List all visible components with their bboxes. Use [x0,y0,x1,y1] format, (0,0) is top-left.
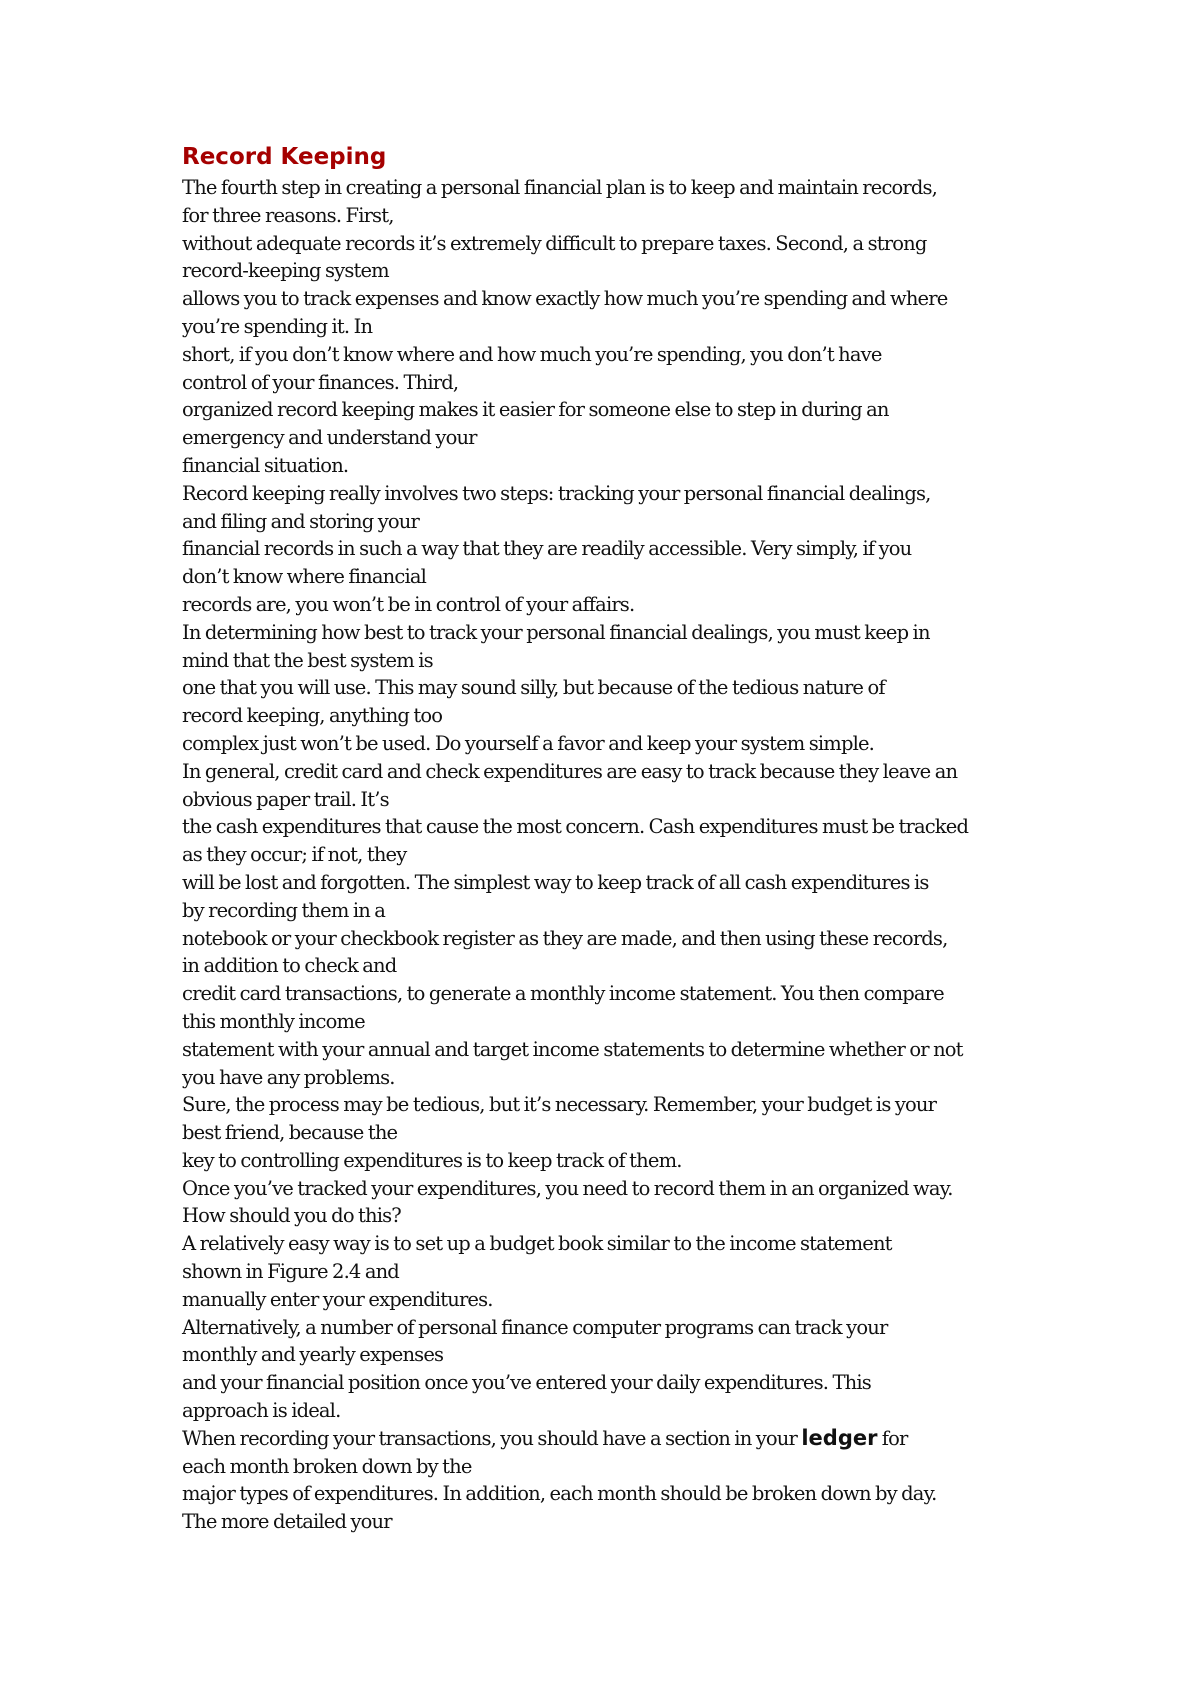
section-heading: Record Keeping [182,144,387,170]
text-line: manually enter your expenditures. [182,1287,493,1311]
text-line: notebook or your checkbook register as they are made, and then using these records, [182,926,948,950]
text-line: approach is ideal. [182,1399,341,1423]
text-line: control of your finances. Third, [182,370,459,394]
text-line: In determining how best to track your personal financial dealings, you must keep in [182,620,930,644]
ledger-term: ledger [801,1425,878,1450]
text-line: key to controlling expenditures is to keep track of them. [182,1148,682,1172]
text-line: best friend, because the [182,1121,398,1145]
text-line: mind that the best system is [182,648,433,672]
text-line: major types of expenditures. In addition, each month should be broken down by day. [182,1482,937,1506]
text-line: credit card transactions, to generate a monthly income statement. You then compare [182,982,944,1006]
text-line: Alternatively, a number of personal finance computer programs can track your [182,1315,888,1339]
text-line: by recording them in a [182,898,386,922]
text-line: one that you will use. This may sound silly, but because of the tedious nature of [182,676,885,700]
paragraph-lines-continued [182,1453,1032,1536]
text-line: record keeping, anything too [182,704,443,728]
text-line: Record keeping really involves two steps: tracking your personal financial dealings, [182,481,931,505]
ledger-line-start: When recording your transactions, you should have a section in your [182,1426,802,1450]
text-line: allows you to track expenses and know exactly how much you’re spending and where [182,287,948,311]
text-line: In general, credit card and check expenditures are easy to track because they leave an [182,759,958,783]
text-line: A relatively easy way is to set up a budget book similar to the income statement [182,1232,892,1256]
text-line: emergency and understand your [182,426,477,450]
text-line: Once you’ve tracked your expenditures, you need to record them in an organized way. [182,1176,953,1200]
text-line: monthly and yearly expenses [182,1343,444,1367]
text-line: without adequate records it’s extremely difficult to prepare taxes. Second, a strong [182,231,927,255]
text-line: and filing and storing your [182,509,419,533]
text-line: don’t know where financial [182,565,426,589]
text-line: Sure, the process may be tedious, but it’s necessary. Remember, your budget is your [182,1093,937,1117]
ledger-line-end: for [877,1426,908,1450]
text-line: shown in Figure 2.4 and [182,1260,399,1284]
text-line: financial records in such a way that they are readily accessible. Very simply, if you [182,537,912,561]
text-line: for three reasons. First, [182,203,394,227]
text-line: this monthly income [182,1009,365,1033]
text-line: record-keeping system [182,259,389,283]
document-body [182,142,1032,1536]
text-line: in addition to check and [182,954,397,978]
text-line: organized record keeping makes it easier for someone else to step in during an [182,398,889,422]
text-line: How should you do this? [182,1204,401,1228]
text-line: short, if you don’t know where and how much you’re spending, you don’t have [182,342,882,366]
paragraph-lines [182,174,1032,1425]
text-line: you’re spending it. In [182,314,373,338]
text-line: will be lost and forgotten. The simplest way to keep track of all cash expenditures is [182,870,929,894]
text-line: The more detailed your [182,1510,392,1534]
text-line: as they occur; if not, they [182,843,407,867]
text-line: The fourth step in creating a personal financial plan is to keep and maintain records, [182,176,938,199]
text-line: you have any problems. [182,1065,395,1089]
ledger-line [182,1425,1032,1453]
text-line: the cash expenditures that cause the most concern. Cash expenditures must be tracked [182,815,969,839]
text-line: records are, you won’t be in control of your affairs. [182,592,635,616]
text-line: and your financial position once you’ve entered your daily expenditures. This [182,1371,871,1395]
text-line: complex just won’t be used. Do yourself a favor and keep your system simple. [182,731,875,755]
text-line: financial situation. [182,453,349,477]
text-line: statement with your annual and target income statements to determine whether or not [182,1037,963,1061]
text-line: each month broken down by the [182,1454,472,1478]
text-line: obvious paper trail. It’s [182,787,389,811]
